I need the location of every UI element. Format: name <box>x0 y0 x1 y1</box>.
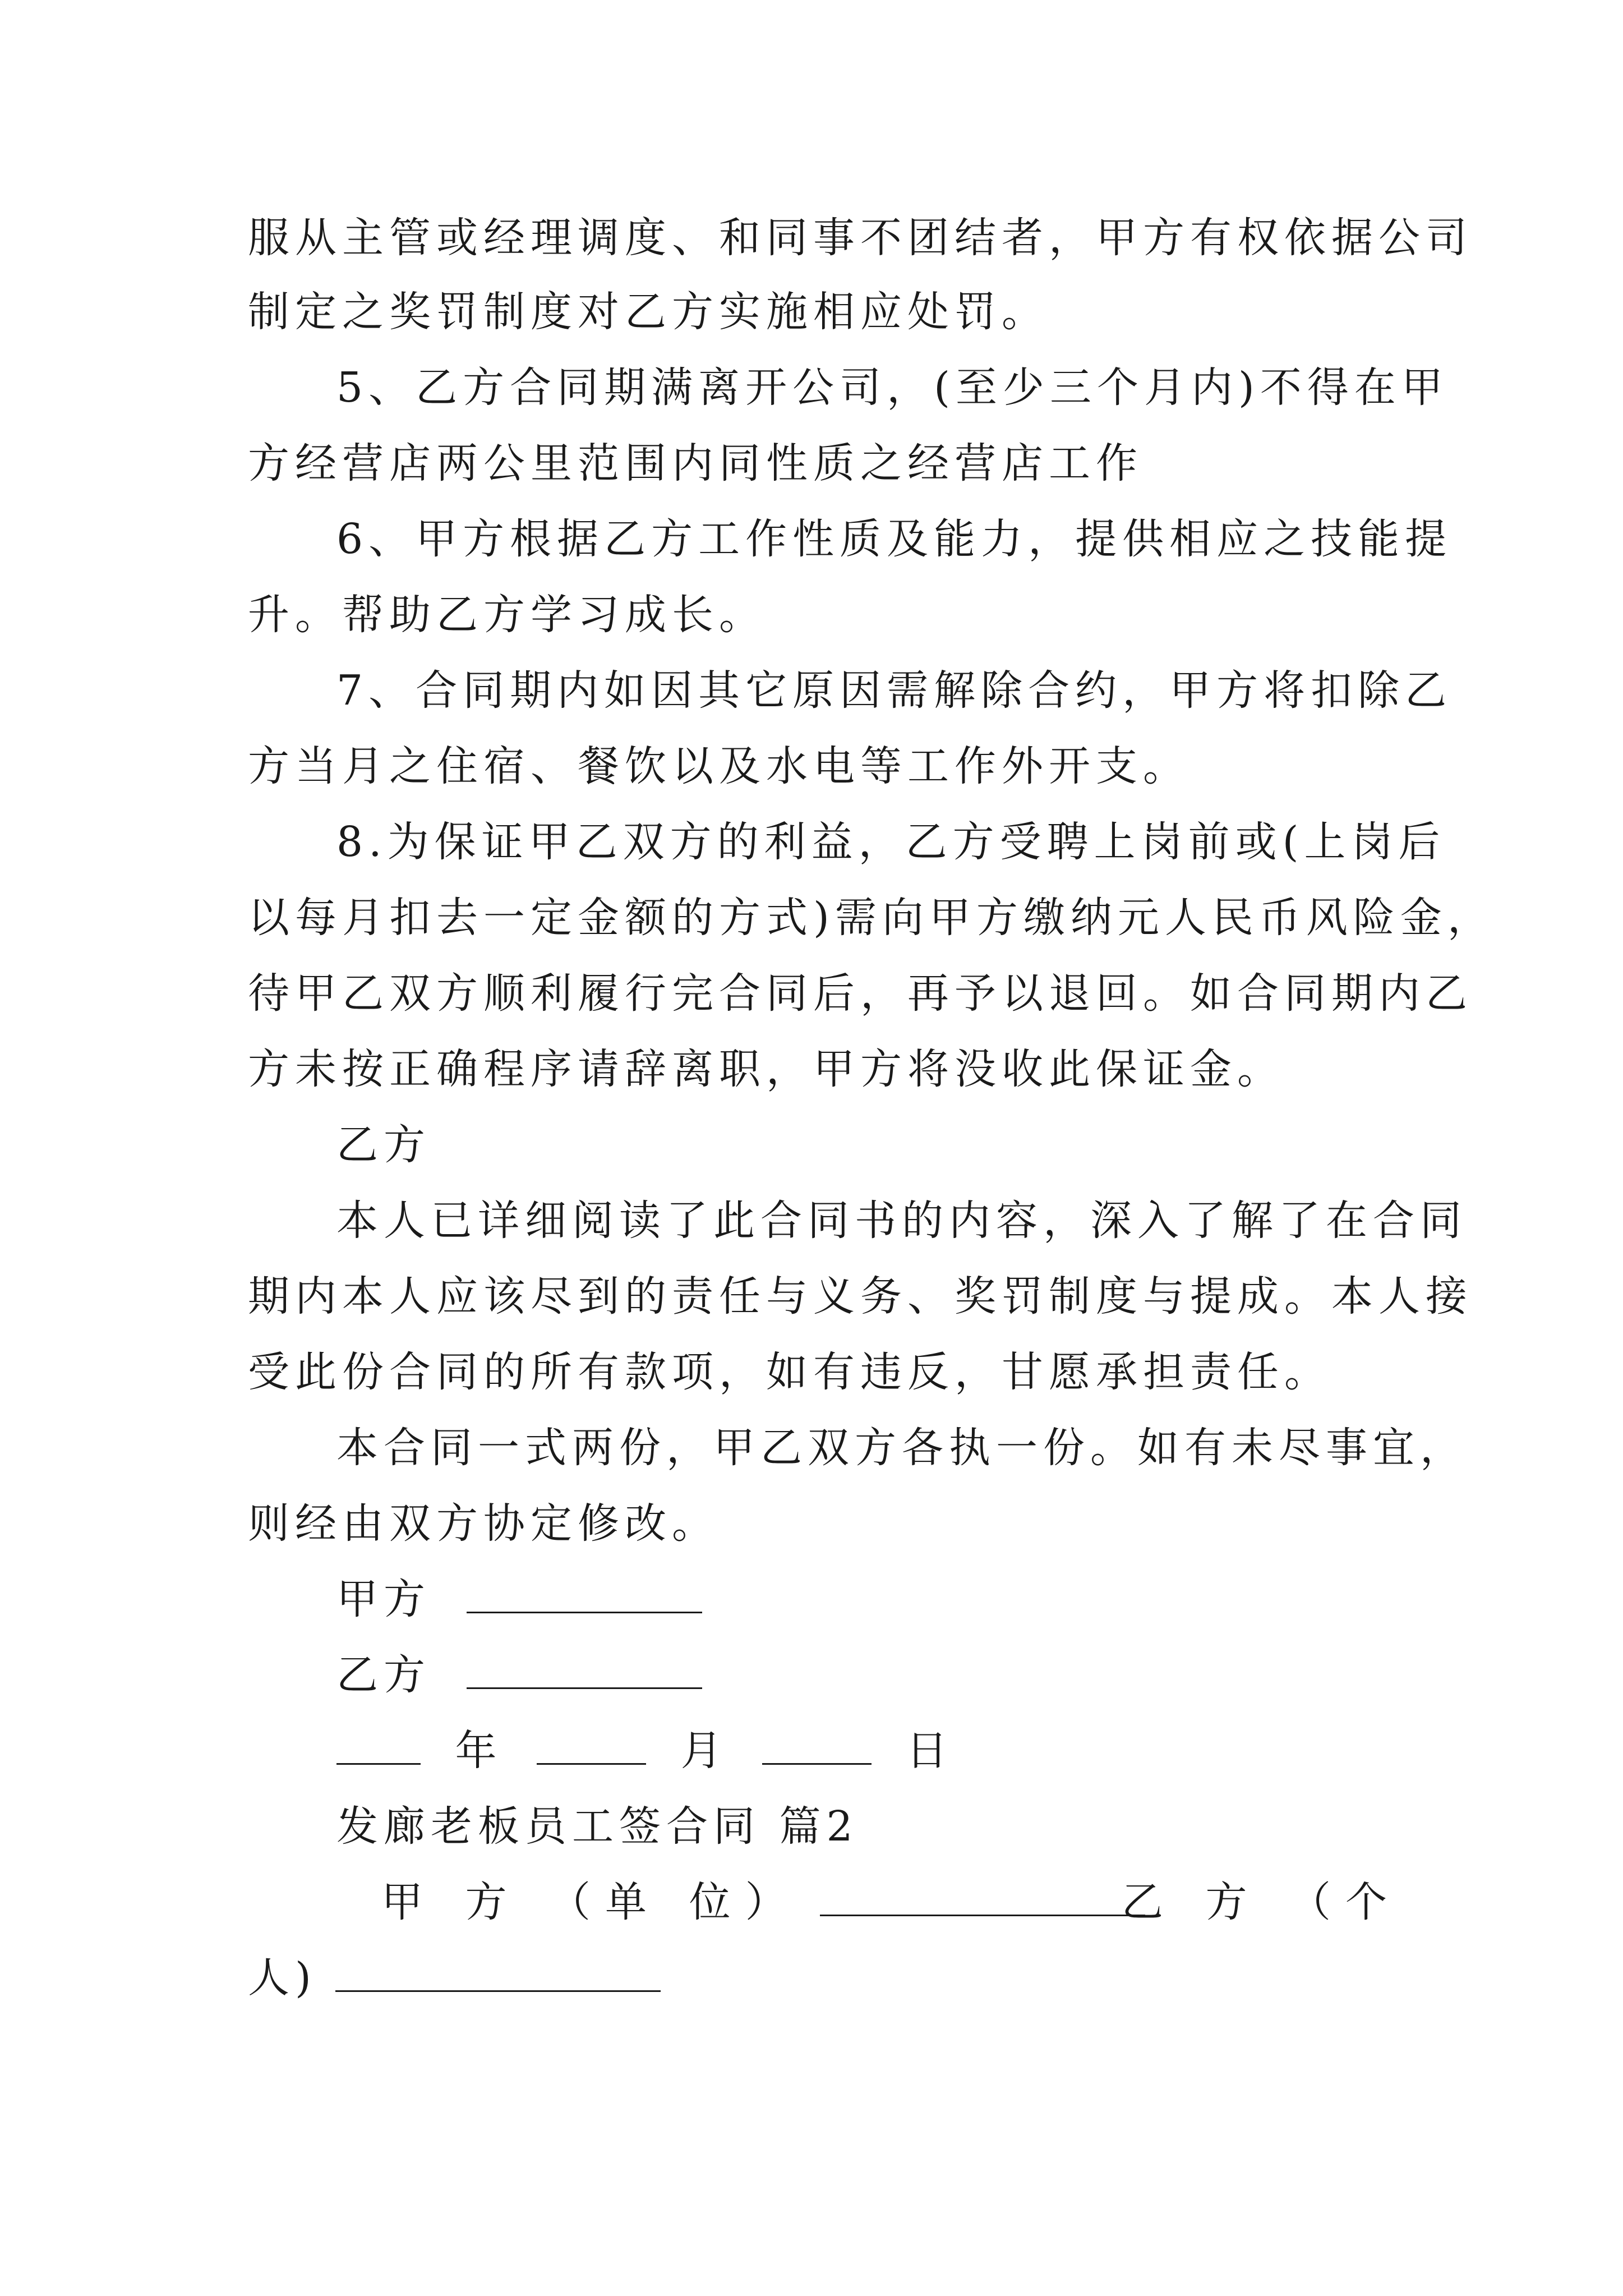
clause-6-line-2: 升。帮助乙方学习成长。 <box>248 591 766 639</box>
date-month-blank <box>537 1728 646 1765</box>
clause-8-line-1: 8.为保证甲乙双方的利益，乙方受聘上岗前或(上岗后 <box>336 818 1446 866</box>
paragraph-line: 制定之奖罚制度对乙方实施相应处罚。 <box>248 288 1049 336</box>
clause-7-line-1: 7、合同期内如因其它原因需解除合约，甲方将扣除乙 <box>336 666 1453 715</box>
paragraph-line: 服从主管或经理调度、和同事不团结者，甲方有权依据公司 <box>248 214 1473 262</box>
party-a-unit-blank <box>820 1880 1145 1916</box>
declaration-line-3: 受此份合同的所有款项，如有违反，甘愿承担责任。 <box>248 1348 1331 1396</box>
party-b-person-label: 乙 方 （个 <box>1122 1878 1402 1926</box>
clause-8-line-2: 以每月扣去一定金额的方式)需向甲方缴纳元人民币风险金， <box>248 894 1495 942</box>
copies-line-2: 则经由双方协定修改。 <box>248 1499 719 1548</box>
party-b-person-label-cont: 人) <box>248 1954 317 2002</box>
signature-party-a <box>336 1573 702 1625</box>
clause-5-line-1: 5、乙方合同期满离开公司，(至少三个月内)不得在甲 <box>336 364 1449 412</box>
party-a-unit-label: 甲 方 （单 位） <box>381 1878 801 1926</box>
signature-party-b-label: 乙方 <box>336 1651 431 1699</box>
date-day-label: 日 <box>906 1727 953 1775</box>
signature-party-a-label: 甲方 <box>336 1575 431 1623</box>
section-title: 发廊老板员工签合同 篇2 <box>336 1802 859 1851</box>
clause-5-line-2: 方经营店两公里范围内同性质之经营店工作 <box>248 439 1143 487</box>
signature-party-b-blank <box>467 1653 702 1689</box>
clause-8-line-3: 待甲乙双方顺利履行完合同后，再予以退回。如合同期内乙 <box>248 969 1473 1018</box>
signature-party-b <box>336 1649 702 1701</box>
date-day-blank <box>762 1728 872 1765</box>
clause-6-line-1: 6、甲方根据乙方工作性质及能力，提供相应之技能提 <box>336 515 1453 563</box>
clause-8-line-4: 方未按正确程序请辞离职，甲方将没收此保证金。 <box>248 1045 1284 1093</box>
date-year-blank <box>336 1728 421 1765</box>
clause-7-line-2: 方当月之住宿、餐饮以及水电等工作外开支。 <box>248 742 1190 790</box>
date-month-label: 月 <box>680 1727 728 1775</box>
date-year-label: 年 <box>455 1727 502 1775</box>
party-b-person-line <box>248 1952 661 2004</box>
date-line <box>336 1725 969 1777</box>
declaration-line-1: 本人已详细阅读了此合同书的内容，深入了解了在合同 <box>336 1197 1467 1245</box>
party-a-unit-line <box>381 1876 1145 1928</box>
copies-line-1: 本合同一式两份，甲乙双方各执一份。如有未尽事宜， <box>336 1424 1467 1472</box>
signature-party-a-blank <box>467 1577 702 1613</box>
party-b-person-blank <box>335 1955 661 1992</box>
declaration-line-2: 期内本人应该尽到的责任与义务、奖罚制度与提成。本人接 <box>248 1272 1473 1320</box>
party-b-heading: 乙方 <box>336 1121 431 1169</box>
